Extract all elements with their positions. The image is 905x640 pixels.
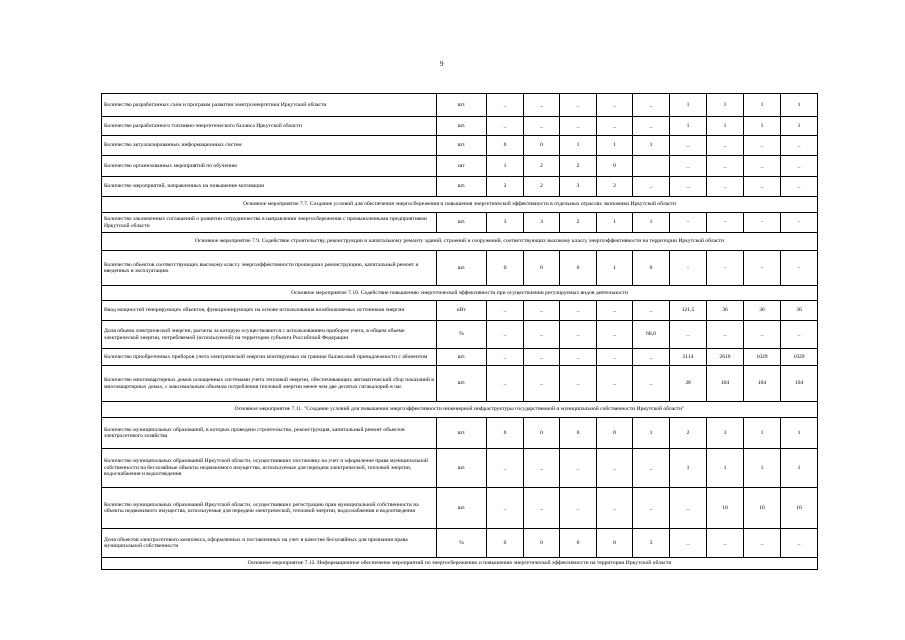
value-cell: _ <box>597 301 633 321</box>
value-cell: 2 <box>524 177 560 197</box>
section-heading: Основное мероприятие 7.11. "Создание условий для повышения энергоэффективности инженерной инфраструктуры государственной и муниципальной собственности Иркутской области" <box>102 402 818 418</box>
value-cell: 36 <box>707 301 744 321</box>
value-cell: _ <box>560 117 597 136</box>
indicator-name: Количество заключенных соглашений о развитии сотрудничества в направлении энергосбережения с промышленными предприятиями Иркутской области <box>102 213 437 233</box>
value-cell: _ <box>744 136 781 156</box>
value-cell: 1 <box>707 117 744 136</box>
indicator-name: Количество разработанного топливно-энергетического баланса Иркутской области <box>102 117 437 136</box>
value-cell: 3 <box>560 177 597 197</box>
value-cell: 121,5 <box>670 301 707 321</box>
value-cell: 1 <box>597 251 633 286</box>
value-cell: _ <box>524 321 560 349</box>
value-cell: _ <box>524 488 560 529</box>
section-heading: Основное мероприятие 7.7. Создание условий для обеспечения энергосбережения и повышения энергетической эффективности в отдельных отраслях экономики Иркутской области <box>102 197 818 213</box>
value-cell: 2 <box>560 156 597 177</box>
value-cell: 1 <box>633 213 670 233</box>
table-row <box>102 156 818 177</box>
value-cell: _ <box>633 177 670 197</box>
value-cell: 36 <box>744 301 781 321</box>
value-cell: - <box>744 213 781 233</box>
indicator-name: Количество актуализированных информационных систем <box>102 136 437 156</box>
value-cell: _ <box>633 117 670 136</box>
value-cell: 2 <box>670 418 707 449</box>
value-cell: _ <box>670 156 707 177</box>
value-cell: 1029 <box>744 349 781 366</box>
value-cell: 10 <box>744 488 781 529</box>
section-row <box>102 558 818 570</box>
value-cell: - <box>744 251 781 286</box>
value-cell: _ <box>633 94 670 117</box>
value-cell: 36 <box>781 301 818 321</box>
value-cell: 1 <box>487 156 524 177</box>
value-cell: _ <box>487 449 524 488</box>
value-cell: _ <box>560 349 597 366</box>
value-cell: _ <box>670 177 707 197</box>
value-cell: _ <box>487 349 524 366</box>
value-cell: 0 <box>597 418 633 449</box>
value-cell: 0 <box>524 136 560 156</box>
indicator-name: Количество приобретенных приборов учета электрической энергии монтируемых на границе балансовой принадлежности с абонентом <box>102 349 437 366</box>
table-row <box>102 301 818 321</box>
value-cell: - <box>707 213 744 233</box>
value-cell: 0 <box>487 418 524 449</box>
section-heading: Основное мероприятие 7.10. Содействие повышению энергетической эффективности при осуществлении регулируемых видов деятельности <box>102 286 818 301</box>
value-cell: 1 <box>597 213 633 233</box>
value-cell: 1 <box>744 94 781 117</box>
indicators-table <box>101 93 818 570</box>
value-cell: _ <box>707 529 744 558</box>
value-cell: 0 <box>597 156 633 177</box>
section-row <box>102 402 818 418</box>
indicator-name: Количество разработанных схем и программ развития электроэнергетики Иркутской области <box>102 94 437 117</box>
value-cell: _ <box>487 94 524 117</box>
table-row <box>102 177 818 197</box>
value-cell: 3 <box>524 213 560 233</box>
value-cell: _ <box>670 136 707 156</box>
value-cell: 1 <box>781 117 818 136</box>
value-cell: 1 <box>670 94 707 117</box>
value-cell <box>633 156 670 177</box>
section-row <box>102 286 818 301</box>
table-row <box>102 94 818 117</box>
value-cell: 1 <box>707 449 744 488</box>
indicator-name: Количество многоквартирных домов оснащенных системами учета тепловой энергии, обеспечивающих автоматический сбор показаний в многоквартирных домах, с максимальным объемом потребления тепловой энергии менее чем две десятых гигакалорий в час <box>102 366 437 402</box>
value-cell: 0 <box>524 529 560 558</box>
unit-cell: шт. <box>437 418 487 449</box>
unit-cell: шт. <box>437 366 487 402</box>
value-cell: _ <box>781 529 818 558</box>
table-row <box>102 366 818 402</box>
value-cell: 3 <box>707 418 744 449</box>
value-cell: 0 <box>524 418 560 449</box>
value-cell: _ <box>781 321 818 349</box>
value-cell: 1 <box>781 94 818 117</box>
section-heading: Основное мероприятие 7.9. Содействие строительству, реконструкции и капитальному ремонту зданий, строений и сооружений, соответствующих высокому классу энергоэффективности на территории Иркутской области <box>102 233 818 251</box>
table-row <box>102 136 818 156</box>
value-cell: 68,0 <box>633 321 670 349</box>
unit-cell: шт <box>437 156 487 177</box>
value-cell: _ <box>633 349 670 366</box>
unit-cell: шт. <box>437 251 487 286</box>
value-cell: 1 <box>707 94 744 117</box>
value-cell: 104 <box>707 366 744 402</box>
value-cell: _ <box>487 301 524 321</box>
value-cell: _ <box>597 366 633 402</box>
value-cell: _ <box>781 177 818 197</box>
table-row <box>102 349 818 366</box>
value-cell: _ <box>487 117 524 136</box>
unit-cell: шт. <box>437 349 487 366</box>
value-cell: _ <box>597 117 633 136</box>
value-cell: _ <box>670 321 707 349</box>
indicator-name: Доля объектов электросетевого комплекса, оформленных и поставленных на учет в качестве бесхозяйных для признания права муниципальной собственности <box>102 529 437 558</box>
table-row <box>102 321 818 349</box>
value-cell: - <box>670 213 707 233</box>
value-cell: 0 <box>633 251 670 286</box>
indicator-name: Количество организованных мероприятий по обучению <box>102 156 437 177</box>
indicator-name: Количество муниципальных образований Иркутской области, осуществивших постановку на учет и оформление права муниципальной собственности на бесхозяйные объекты недвижимого имущества, используемые для передачи электрической, тепловой энергии, водоснабжения и водоотведения <box>102 449 437 488</box>
value-cell: - <box>781 213 818 233</box>
value-cell: _ <box>560 94 597 117</box>
value-cell: 0 <box>560 418 597 449</box>
value-cell: _ <box>597 94 633 117</box>
unit-cell: % <box>437 321 487 349</box>
value-cell: _ <box>707 156 744 177</box>
value-cell: 0 <box>524 251 560 286</box>
table-row <box>102 213 818 233</box>
unit-cell: шт. <box>437 136 487 156</box>
value-cell: _ <box>560 488 597 529</box>
value-cell: 1 <box>744 117 781 136</box>
value-cell: 0 <box>597 529 633 558</box>
value-cell: - <box>670 251 707 286</box>
value-cell: 1 <box>744 418 781 449</box>
unit-cell: шт. <box>437 488 487 529</box>
unit-cell: шт. <box>437 94 487 117</box>
value-cell: 10 <box>781 488 818 529</box>
value-cell: 3 <box>487 213 524 233</box>
value-cell: _ <box>670 529 707 558</box>
value-cell: 2 <box>597 177 633 197</box>
value-cell: _ <box>487 366 524 402</box>
value-cell: _ <box>487 488 524 529</box>
table-row <box>102 251 818 286</box>
page-number: 9 <box>440 60 444 68</box>
value-cell: _ <box>597 488 633 529</box>
value-cell: 1 <box>597 136 633 156</box>
value-cell: 38 <box>670 366 707 402</box>
value-cell: _ <box>597 349 633 366</box>
unit-cell: шт. <box>437 117 487 136</box>
indicator-name: Количество муниципальных образований, в которых проведено строительство, реконструкция, капитальный ремонт объектов электросетевого хозяйства <box>102 418 437 449</box>
value-cell: _ <box>597 449 633 488</box>
value-cell: 104 <box>781 366 818 402</box>
table-row <box>102 449 818 488</box>
indicator-name: Количество объектов соответствующих высокому классу энергоэффективности прошедших реконструкцию, капитальный ремонт и введенных в эксплуатацию <box>102 251 437 286</box>
value-cell: 2 <box>487 177 524 197</box>
value-cell: _ <box>633 488 670 529</box>
value-cell: 1 <box>633 136 670 156</box>
value-cell: _ <box>744 156 781 177</box>
value-cell: _ <box>744 529 781 558</box>
value-cell: 2114 <box>670 349 707 366</box>
table-row <box>102 529 818 558</box>
value-cell: _ <box>524 301 560 321</box>
value-cell: _ <box>560 449 597 488</box>
value-cell: 0 <box>487 529 524 558</box>
value-cell: 3 <box>633 529 670 558</box>
value-cell: _ <box>560 301 597 321</box>
value-cell: _ <box>707 321 744 349</box>
value-cell: _ <box>524 94 560 117</box>
table-row <box>102 117 818 136</box>
value-cell: _ <box>781 156 818 177</box>
section-row <box>102 197 818 213</box>
table-body <box>102 94 818 570</box>
value-cell: 1 <box>560 136 597 156</box>
value-cell: 1 <box>670 449 707 488</box>
value-cell: 0 <box>487 136 524 156</box>
value-cell: - <box>707 251 744 286</box>
value-cell: _ <box>597 321 633 349</box>
value-cell: 10 <box>707 488 744 529</box>
value-cell: _ <box>524 349 560 366</box>
value-cell: 1 <box>781 418 818 449</box>
value-cell: _ <box>633 301 670 321</box>
value-cell: _ <box>633 449 670 488</box>
value-cell: 1029 <box>781 349 818 366</box>
value-cell: _ <box>670 488 707 529</box>
value-cell: 1 <box>781 449 818 488</box>
section-row <box>102 233 818 251</box>
unit-cell: % <box>437 529 487 558</box>
value-cell: 0 <box>560 529 597 558</box>
table-row <box>102 488 818 529</box>
value-cell: _ <box>524 117 560 136</box>
value-cell: _ <box>707 177 744 197</box>
indicator-name: Ввод мощностей генерирующих объектов, функционирующих на основе использования возобновляемых источников энергии <box>102 301 437 321</box>
table-row <box>102 418 818 449</box>
value-cell: _ <box>744 321 781 349</box>
value-cell: _ <box>744 177 781 197</box>
unit-cell: шт. <box>437 213 487 233</box>
unit-cell: шт. <box>437 177 487 197</box>
value-cell: _ <box>633 366 670 402</box>
indicator-name: Доля объема электрической энергии, расчеты за которую осуществляются с использованием приборов учета, в общем объеме электрической энергии, потребляемой (используемой) на территории субъекта Российской Федерации <box>102 321 437 349</box>
value-cell: 104 <box>744 366 781 402</box>
value-cell: 1 <box>633 418 670 449</box>
value-cell: 2 <box>560 213 597 233</box>
unit-cell: кВт <box>437 301 487 321</box>
value-cell: 2 <box>524 156 560 177</box>
value-cell: _ <box>487 321 524 349</box>
value-cell: _ <box>560 366 597 402</box>
value-cell: 0 <box>560 251 597 286</box>
indicator-name: Количество муниципальных образований Иркутской области, осуществивших регистрацию прав муниципальной собственности на объекты недвижимого имущества, используемые для передачи электрической, тепловой энергии, водоснабжения и водоотведения <box>102 488 437 529</box>
value-cell: 2610 <box>707 349 744 366</box>
value-cell: - <box>781 251 818 286</box>
value-cell: 1 <box>744 449 781 488</box>
value-cell: _ <box>781 136 818 156</box>
value-cell: _ <box>524 366 560 402</box>
value-cell: 1 <box>670 117 707 136</box>
indicator-name: Количество мероприятий, направленных на повышение мотивации <box>102 177 437 197</box>
value-cell: _ <box>560 321 597 349</box>
value-cell: _ <box>707 136 744 156</box>
unit-cell: шт. <box>437 449 487 488</box>
value-cell: _ <box>524 449 560 488</box>
value-cell: 0 <box>487 251 524 286</box>
section-heading: Основное мероприятие 7.12. Информационное обеспечение мероприятий по энергосбережению и повышению энергетической эффективности на территории Иркутской области <box>102 558 818 570</box>
